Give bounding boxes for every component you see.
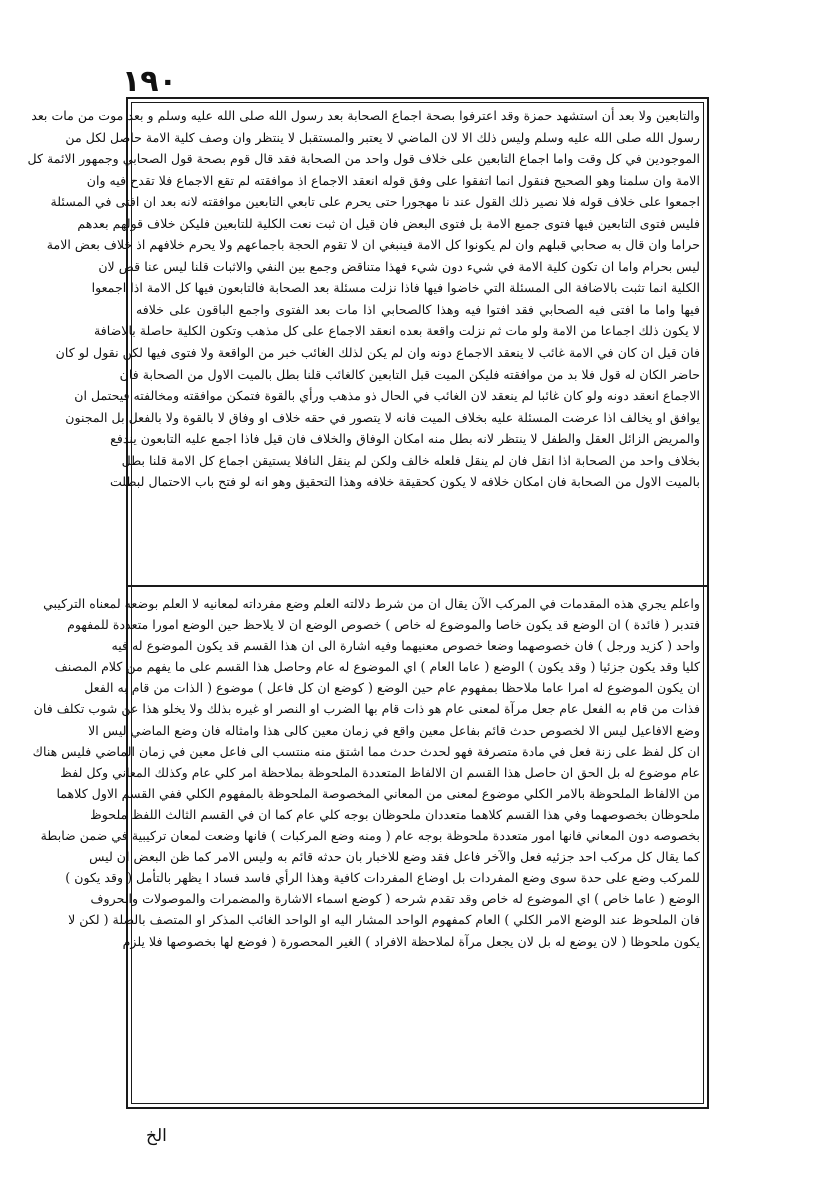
text-line: ليس بحرام واما ان تكون كلية الامة في شيء دون شيء فهذا متناقض وجمع بين النفي والاثبات قلنا ليس عنا قض لان bbox=[98, 258, 700, 274]
text-line: والمريض الزائل العقل والطفل لا ينتظر لانه بطل منه امكان الوفاق والخلاف فان قيل فاذا اجمع عليه التابعون يندفع bbox=[110, 431, 700, 447]
text-line: ان كل لفظ على زنة فعل في مادة متصرفة فهو لحدث حدث مما اشتق منه منتسب الى فاعل معين في زمان الماضي فليس هناك bbox=[32, 743, 700, 759]
text-line: من الالفاظ الملحوظة بالامر الكلي موضوع لمعنى من المعاني المخصوصة الملحوظة بالمفهوم الكلي ففي القسم الاول كلاهما bbox=[56, 785, 700, 801]
text-line: ملحوظان بخصوصهما وفي هذا القسم كلاهما متعددان ملحوظان بوجه كلي عام كما ان في القسم الثالث اللفظ ملحوظ bbox=[90, 806, 700, 822]
text-line: حاضر الكان له قول فلا بد من موافقته فليكن الميت قبل التابعين كالغائب قلنا بطل بالميت الاول من الصحابة فان bbox=[119, 366, 700, 382]
text-line: فتدبر ( فائدة ) ان الوضع قد يكون خاصا والموضوع له خاص ) خصوص الوضع ان لا يلاحظ حين الوضع امورا متعددة للمفهوم bbox=[67, 617, 700, 633]
text-line: واحد ( كزيد ورجل ) فان خصوصهما وضعا خصوص معنيهما وفيه اشارة الى ان هذا القسم قد يكون الموضوع له فيه bbox=[111, 638, 700, 654]
text-line: فذات من قام به الفعل عام جعل مرآة لمعنى عام هو ذات قام بها الضرب او النصر او غيره بذلك ولا يخلو هذا عن شوب تكلف فان bbox=[33, 701, 700, 717]
text-line: فان الملحوظ عند الوضع الامر الكلي ) العام كمفهوم الواحد المشار اليه او الواحد الغائب المذكر او المتصف بالصلة ( لكن لا bbox=[68, 912, 700, 928]
text-line: عام موضوع له بل الحق ان حاصل هذا القسم ان الالفاظ المتعددة الملحوظة بملاحظة امر كلي عام وكذلك المعاني وكل لفظ bbox=[60, 764, 700, 780]
text-line: ان يكون الموضوع له امرا عاما ملاحظا بمفهوم عام حين الوضع ( كوضع ان كل فاعل ) موضوع ( الذات من قام به الفعل bbox=[84, 680, 700, 696]
section-divider bbox=[126, 585, 709, 587]
text-line: بالميت الاول من الصحابة فان امكان خلافه لا يكون كحقيقة خلافه وهذا التحقيق وهو انه لو فتح باب الاحتمال لبطلت bbox=[109, 474, 700, 490]
text-line: الوضع ( عاما خاص ) اي الموضوع له خاص وقد تقدم شرحه ( كوضع اسماء الاشارة والمضمرات والموصولات والحروف bbox=[90, 891, 700, 907]
text-line: والتابعين ولا بعد أن استشهد حمزة وقد اعترفوا بصحة اجماع الصحابة بعد رسول الله صلى الله عليه وسلم و بعد موت من مات بعد bbox=[31, 108, 700, 123]
text-line: يكون ملحوظا ( لان يوضع له بل لان يجعل مرآة لملاحظة الافراد ) الغير المحصورة ( فوضع لها بخصوصها فلا يلزم bbox=[122, 933, 700, 949]
text-line: بخصوصه دون المعاني فانها امور متعددة ملحوظة بوجه عام ( ومنه وضع المركبات ) فانها وضعت لمعان تركيبية في ضمن ضابطة bbox=[40, 828, 700, 844]
text-line: يوافق او يخالف اذا عرضت المسئلة عليه بخلاف الميت فانه لا يتصور في حقه خلاف او وفاق لا بالقوة ولا بالفعل بل المجنون bbox=[65, 409, 700, 425]
text-line: واعلم يجري هذه المقدمات في المركب الآن يقال ان من شرط دلالته العلم وضع مفرداته لمعانيه لا العلم بوضعه لمعناه التركيبي bbox=[43, 596, 700, 611]
text-line: للمركب وضع على حدة سوى وضع المفردات بل اوضاع المفردات كافية وهذا الرأي فاسد فساد ا يظهر بالتأمل ( وقد يكون ) bbox=[65, 870, 700, 886]
text-line: كليا وقد يكون جزئيا ( وقد يكون ) الوضع ( عاما العام ) اي الموضوع له عام وحاصل هذا القسم على ما يفهم من كلام المصنف bbox=[54, 659, 700, 675]
text-line: الامة وان سلمنا وهو الصحيح فنقول انما اتفقوا على وفق قوله انعقد الاجماع اذ موافقته لم تقع الاجماع فلا تقدح فيه وان bbox=[86, 172, 700, 188]
text-line: اجمعوا على خلاف قوله فلا نصير ذلك القول عند نا مهجورا حتى يحرم على تابعي التابعين موافقته لانه بعد ان افتى في المسئلة bbox=[50, 194, 700, 210]
text-line: الاجماع انعقد دونه ولو كان غائبا لم ينعقد لان الغائب في الحال ذو مذهب ورأي بالقوة فتمكن موافقته ومخالفته فيحتمل ان bbox=[74, 388, 700, 404]
text-line: فان قيل ان كان في الامة غائب لا ينعقد الاجماع دونه وان لم يكن لذلك الغائب خبر من الواقعة ولا فتوى فيها لكن نقول لو كان bbox=[55, 345, 700, 361]
page-number: ١٩٠ bbox=[122, 64, 177, 99]
text-line: فليس فتوى التابعين فيها فتوى جميع الامة بل فتوى البعض فان قيل ان ثبت نعت الكلية للتابعين فليكن خلاف قولهم بعدهم bbox=[77, 215, 700, 231]
text-line: وضع الافاعيل ليس الا لخصوص حدث قائم بفاعل معين واقع في زمان معين كالى هذا وامثاله فان وضع الماضي ليس الا bbox=[88, 722, 700, 738]
text-line: كما يقال كل مركب احد جزئيه فعل والآخر فاعل فقد وضع للاخبار بان حدثه قائم به وليس الامر كما ظن البعض ان ليس bbox=[89, 849, 700, 865]
text-line: حراما وان قال به صحابي قبلهم وان لم يكونوا كل الامة فينبغي ان لا تقوم الحجة باجماعهم ولا يحرم خلافهم اذ خلاف بعض الامة bbox=[46, 237, 700, 253]
text-line: لا يكون ذلك اجماعا من الامة ولو مات ثم نزلت واقعة بعده انعقد الاجماع على كل مذهب وتكون الكلية حاصلة بالاضافة bbox=[93, 323, 700, 339]
catchword: الخ bbox=[146, 1126, 167, 1146]
lower-commentary-text bbox=[32, 593, 700, 952]
text-line: بخلاف واحد من الصحابة اذا انقل فان لم ينقل فلعله خالف ولكن لم ينقل النافلا يستيقن اجماع كل الامة قلنا بطل bbox=[121, 452, 700, 468]
text-line: فيها واما ما افتى فيه الصحابي فقد افتوا فيه وهذا كالصحابي اذا مات بعد الفتوى واجمع الباقون على خلافه bbox=[136, 301, 700, 317]
text-line: رسول الله صلى الله عليه وسلم وليس ذلك الا لان الماضي لا يعتبر والمستقبل لا ينتظر وان وصف كلية الامة حاصل لكل من bbox=[65, 129, 700, 145]
upper-commentary-text bbox=[27, 105, 700, 493]
text-line: الكلية انما تثبت بالاضافة الى المسئلة التي خاضوا فيها فاذا نزلت مسئلة بعد الصحابة فالتابعون فيها كل الامة اذا اجمعوا bbox=[91, 280, 700, 296]
text-line: الموجودين في كل وقت واما اجماع التابعين على خلاف قول واحد من الصحابة فقد قال قوم بصحة قول الصحابي وجمهور الائمة كل bbox=[27, 151, 700, 167]
